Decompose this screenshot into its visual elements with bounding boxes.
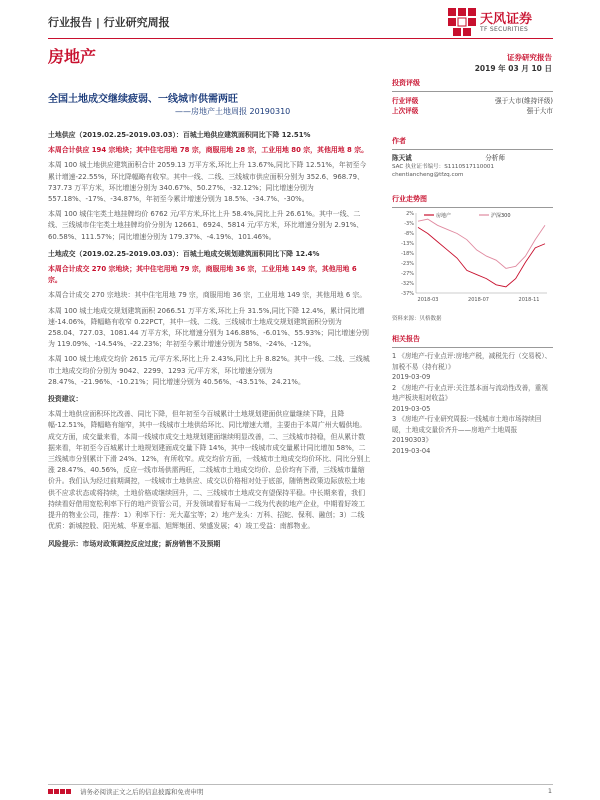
deal-heading: 土地成交（2019.02.25-2019.03.03）：百城土地成交规划建筑面积同比下降 12.4% [48, 249, 320, 258]
supply-summary-text: 本周合计供应 194 宗地块；其中住宅用地 78 宗，商服用地 28 宗，工业用地 80 宗，其他用地 8 宗。 [48, 146, 368, 155]
rating-divider [392, 91, 553, 92]
x-tick-label: 2018-03 [417, 297, 439, 303]
brand-name: 天风证券 [480, 12, 533, 27]
sidebar [392, 78, 553, 179]
y-tick-label: -32% [401, 281, 414, 287]
deal-summary [48, 264, 371, 286]
supply-price-paragraph: 本周 100 城住宅类土地挂牌均价 6762 元/平方米,环比上升 58.4%,同比上升 26.61%。其中一线、二线、三线城市住宅类土地挂牌均价分别为 12661、6924、5814 元/平方米，环比增速分别为 2.91%、60.58%、111.57%；同比增速分别为 179.37%、-4.19%、101.46%。 [48, 210, 364, 241]
advice-heading: 投资建议： [48, 395, 83, 404]
y-tick-label: -3% [404, 221, 414, 227]
report-subtitle: ——房地产土地周报 20190310 [175, 107, 291, 116]
related-report-3[interactable]: 3 《房地产-行业研究周报:一线城市土地市场持续回暖，土地成交量价齐升——房地产土地周报 20190303》 [392, 415, 542, 444]
x-tick-label: 2018-11 [518, 297, 540, 303]
author-name: 陈天诚 [392, 154, 412, 162]
y-tick-label: -27% [401, 271, 414, 277]
report-type: 证券研究报告 [507, 53, 552, 62]
author-email[interactable]: chentiancheng@tfzq.com [392, 172, 464, 178]
author-title: 作者 [392, 137, 406, 145]
report-category: 行业报告 | 行业研究周报 [48, 16, 170, 29]
related-report-1[interactable]: 1 《房地产-行业点评:房地产税，减税先行（交易税）、加税不易（持有税）》 [392, 352, 552, 371]
y-tick-label: -23% [401, 261, 414, 267]
y-tick-label: -13% [401, 241, 414, 247]
report-date: 2019 年 03 月 10 日 [474, 64, 552, 73]
footer-logo-icon [48, 788, 72, 796]
page-number: 1 [547, 787, 552, 795]
main-column [48, 130, 371, 550]
related-divider [392, 347, 553, 348]
logo-mark-icon [448, 8, 476, 36]
footer-divider [48, 784, 553, 785]
y-tick-label: -37% [401, 291, 414, 297]
deal-price-paragraph: 本周 100 城土地成交均价 2615 元/平方米,环比上升 2.43%,同比上升 8.82%。其中一线、二线、三线城市土地成交均价分别为 9042、2299、1293 元/平方米，环比增速分别为 28.47%、-21.96%、-10.21%；同比增速分别为 40.56%、-43.51%、24.21%。 [48, 355, 370, 386]
industry-rating-label: 行业评级 [392, 97, 419, 105]
legend-label: 沪深300 [491, 213, 511, 219]
legend-label: 房地产 [436, 213, 452, 219]
chart-source: 资料来源：贝格数据 [392, 316, 442, 322]
supply-area-paragraph: 本周 100 城土地供应建筑面积合计 2059.13 万平方米,环比上升 13.67%,同比下降 12.51%，年初至今累计增速-22.55%，环比降幅略有收窄。其中一线、二线、三线城市供应面积分别为 352.6、968.79、737.73 万平方米，环比增速分别为 340.67%、50.27%、-32.12%；同比增速分别为 557.18%、-17%、-34.87%，年初至今累计增速分别为 18.5%、-34.7%、-30%。 [48, 161, 367, 204]
x-tick-label: 2018-07 [468, 297, 489, 303]
y-tick-label: -8% [404, 231, 414, 237]
prev-rating-value: 强于大市 [526, 107, 553, 115]
related-report-2-date: 2019-03-05 [392, 404, 431, 413]
advice-paragraph: 本周土地供应面积环比改善、同比下降，但年初至今百城累计土地规划建面供应量继续下降，且降幅-12.51%，降幅略有缩窄，其中一线城市土地供给环比、同比增速大增，主要由于本周广州大幅供地。成交方面，成交量来看，本周一线城市成交土地规划建面继续明显改善，二、三线城市持稳，但从累计数据来看，年初至今百城累计土地规划建面成交量下降 14%，其中一线城市成交量累计同比增加 58%，二三线城市分别累计下滑 24%、12%，有所收窄。成交均价方面，一线城市土地成交均价环比、同比分别上涨 28.47%、40.56%，反应一线市场供需两旺，二线城市土地成交均价、总价均有下滑，三线城市量缩价升。我们认为经过前期调控，一线城市土地供应、成交以价格相对处于底部，随销售政策边际放松土地供不应求状态或将持续，土地价格或继续回升，二、三线城市土地成交有望保持平稳。中长期来看，我们持续看好借用宽松利率下行的地产资管公司，开发领域看好布局一二线为代表的地产企业，中期看好竣工提升的物业公司，推荐：1）利率下行：光大嘉宝等；2）地产龙头：万科、招蛇、保利、融创；3）二线优质：新城控股、阳光城、华夏幸福、旭辉集团、荣盛发展；4）竣工受益：南都物业。 [48, 410, 371, 531]
related-report-1-date: 2019-03-09 [392, 373, 431, 381]
related-reports [392, 334, 553, 456]
series-line-1 [418, 227, 545, 286]
chart-title: 行业走势图 [392, 195, 427, 203]
author-divider [392, 149, 553, 150]
supply-heading: 土地供应（2019.02.25-2019.03.03）：百城土地供应建筑面积同比下降 12.51% [48, 131, 311, 139]
prev-rating-row [392, 106, 553, 116]
related-title: 相关报告 [392, 335, 420, 343]
report-title: 全国土地成交继续疲弱、一线城市供需两旺 [48, 94, 238, 105]
prev-rating-label: 上次评级 [392, 107, 419, 115]
deal-count-paragraph: 本周合计成交 270 宗地块：其中住宅用地 79 宗，商服用地 36 宗，工业用地 149 宗，其他用地 6 宗。 [48, 291, 367, 300]
header-divider [48, 38, 553, 39]
sector-title: 房地产 [48, 47, 97, 66]
brand-name-en: TF SECURITIES [480, 26, 529, 33]
y-tick-label: -18% [401, 251, 414, 257]
author-role: 分析师 [485, 154, 505, 162]
author-sac: SAC 执业证书编号：S1110517110001 [392, 164, 495, 170]
footer-disclaimer: 请务必阅读正文之后的信息披露和免责申明 [80, 788, 204, 796]
industry-rating-row [392, 96, 553, 106]
industry-trend-chart [392, 205, 553, 305]
author-row [392, 153, 553, 163]
y-tick-label: 2% [406, 211, 414, 217]
supply-summary [48, 145, 371, 156]
related-report-3-date: 2019-03-04 [392, 446, 431, 455]
risk-warning: 风险提示：市场对政策调控反应过度；新房销售不及预期 [48, 539, 221, 548]
deal-summary-text: 本周合计成交 270 宗地块；其中住宅用地 79 宗，商服用地 36 宗，工业用地 149 宗，其他用地 6 宗。 [48, 265, 357, 285]
industry-rating-value: 强于大市(维持评级) [495, 97, 553, 105]
deal-area-paragraph: 本周 100 城土地成交规划建筑面积 2066.51 万平方米,环比上升 31.5%,同比下降 12.4%，累计同比增速-14.06%，降幅略有收窄 0.22PCT，其中一线、二线、三线城市土地成交规划建筑面积分别为 258.04、727.03、1081.44 万平方米，环比增速分别为 146.88%、-6.01%、55.93%；同比增速分别为 119.09%、-14.54%、-22.23%；年初至今累计增速分别为 58%、-24%、-12%。 [48, 306, 369, 349]
rating-title: 投资评级 [392, 79, 420, 87]
related-report-2[interactable]: 2 《房地产-行业点评:关注基本面与流动性改善，重视地产板块相对收益》 [392, 383, 548, 402]
